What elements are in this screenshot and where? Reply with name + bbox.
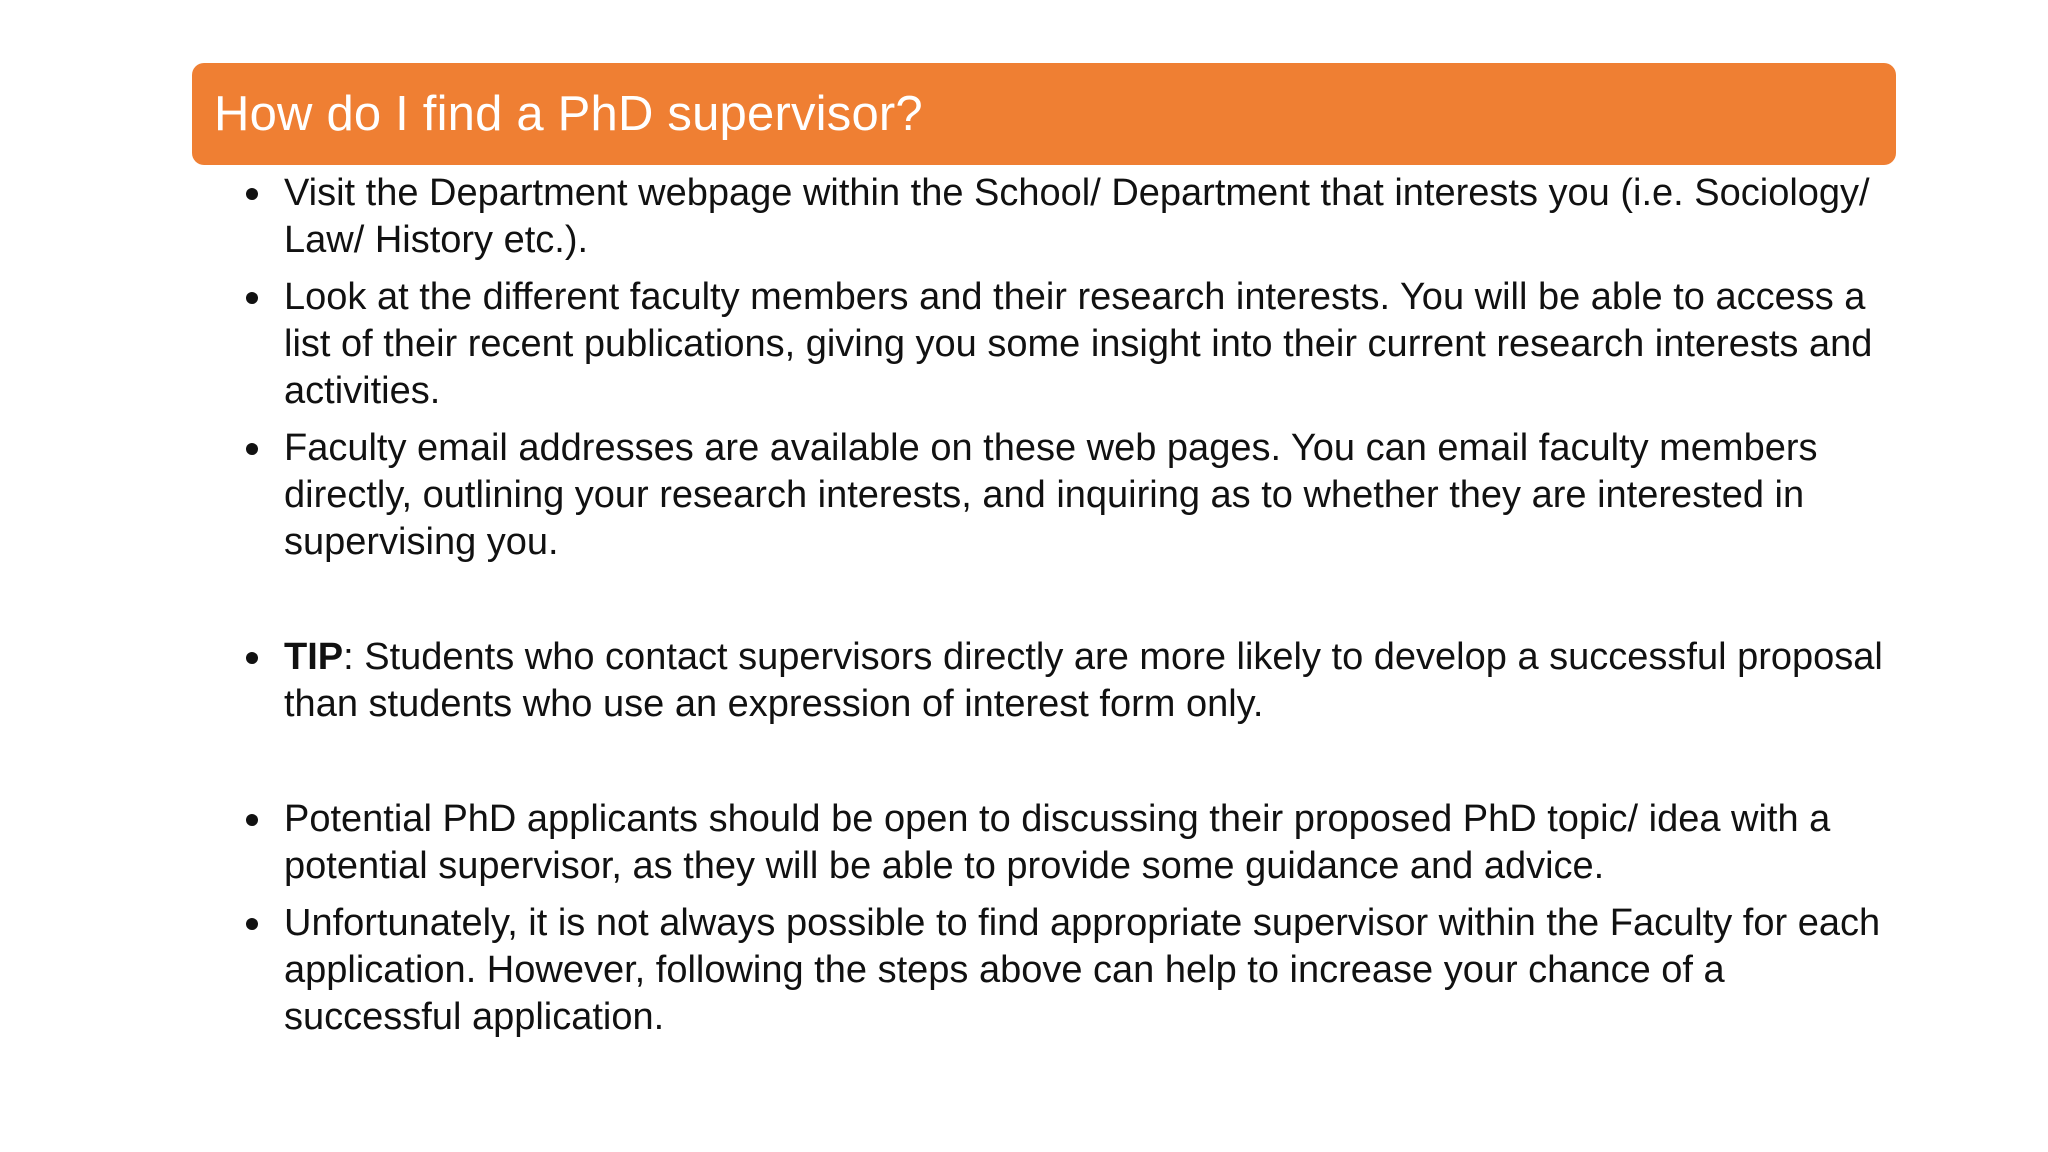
bullet-list: [246, 170, 1896, 1051]
bullet-dot-icon: [246, 443, 258, 455]
bullet-item: [246, 274, 1896, 415]
bullet-item: [246, 900, 1896, 1041]
bullet-item-tip: [246, 634, 1896, 728]
bullet-dot-icon: [246, 814, 258, 826]
bullet-text: : Students who contact supervisors directly are more likely to develop a successful proposal than students who use an expression of interest form only.: [284, 636, 1883, 725]
bullet-item: [246, 425, 1896, 566]
bullet-text: Unfortunately, it is not always possible to find appropriate supervisor within the Faculty for each application. However, following the steps above can help to increase your chance of a successful application.: [284, 902, 1881, 1038]
bullet-item: [246, 170, 1896, 264]
bullet-dot-icon: [246, 188, 258, 200]
bullet-text: Faculty email addresses are available on these web pages. You can email faculty members directly, outlining your research interests, and inquiring as to whether they are interested in supervising you.: [284, 427, 1818, 563]
bullet-dot-icon: [246, 652, 258, 664]
bullet-text: Visit the Department webpage within the School/ Department that interests you (i.e. Sociology/ Law/ History etc.).: [284, 172, 1870, 261]
slide-title: How do I find a PhD supervisor?: [214, 86, 923, 141]
tip-label: TIP: [284, 636, 344, 678]
bullet-text: Look at the different faculty members and their research interests. You will be able to access a list of their recent publications, giving you some insight into their current research interests and activities.: [284, 276, 1873, 412]
bullet-text: Potential PhD applicants should be open to discussing their proposed PhD topic/ idea with a potential supervisor, as they will be able to provide some guidance and advice.: [284, 798, 1831, 887]
bullet-item: [246, 796, 1896, 890]
bullet-dot-icon: [246, 292, 258, 304]
title-bar: [192, 63, 1896, 165]
bullet-dot-icon: [246, 918, 258, 930]
